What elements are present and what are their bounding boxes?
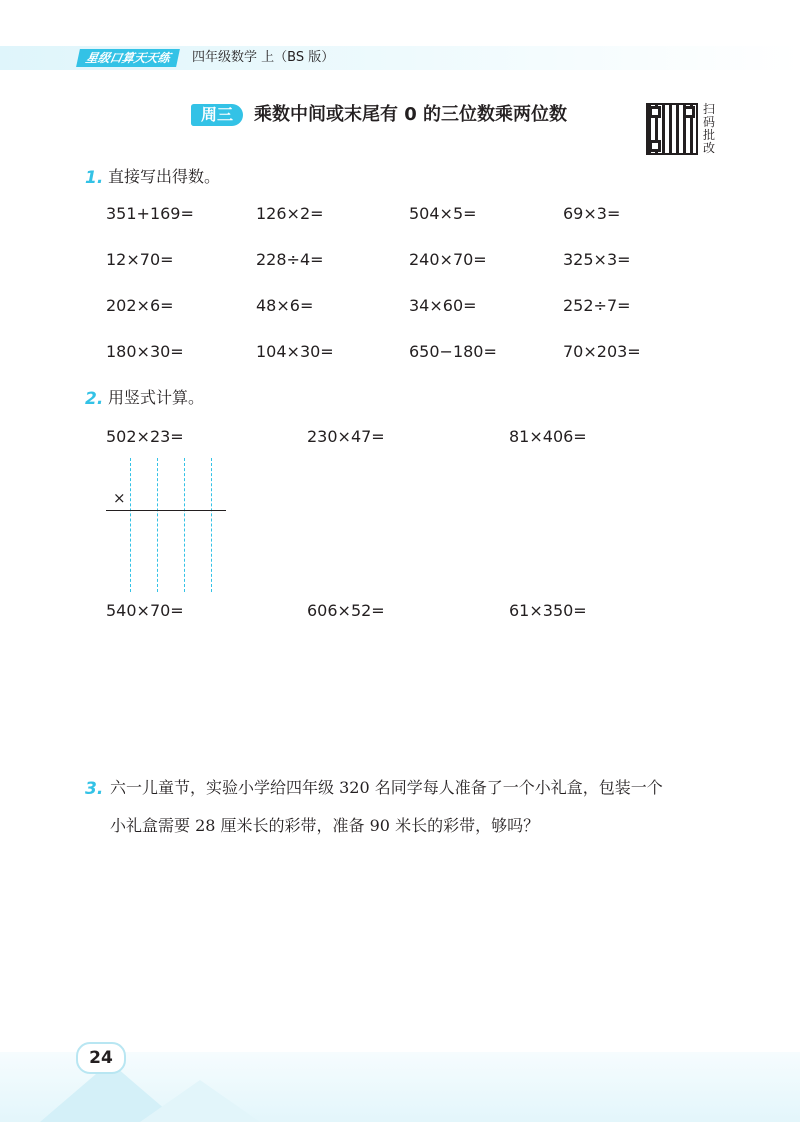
- q1-expr: 70×203=: [563, 342, 641, 361]
- series-tag: 星级口算天天练: [76, 49, 180, 67]
- q1-expr: 240×70=: [409, 250, 487, 269]
- q2-expr: 81×406=: [509, 427, 587, 446]
- q3-line-2: 小礼盒需要 28 厘米长的彩带，准备 90 米长的彩带，够吗？: [110, 816, 540, 835]
- times-sign: ×: [113, 489, 126, 507]
- page-number: 24: [76, 1042, 126, 1074]
- q1-expr: 104×30=: [256, 342, 334, 361]
- day-badge: 周三: [191, 104, 243, 126]
- q1-expr: 504×5=: [409, 204, 477, 223]
- lesson-title: 乘数中间或末尾有 0 的三位数乘两位数: [254, 104, 568, 125]
- q1-expr: 48×6=: [256, 296, 314, 315]
- q1-expr: 650−180=: [409, 342, 497, 361]
- q2-expr: 606×52=: [307, 601, 385, 620]
- q1-expr: 351+169=: [106, 204, 194, 223]
- q2-number: 2.: [85, 389, 104, 409]
- q1-expr: 325×3=: [563, 250, 631, 269]
- scan-label: 扫码批改: [703, 102, 716, 155]
- calc-underline: [106, 510, 226, 511]
- digit-guide-line: [157, 458, 158, 592]
- q1-expr: 228÷4=: [256, 250, 324, 269]
- q2-expr: 502×23=: [106, 427, 184, 446]
- q1-expr: 202×6=: [106, 296, 174, 315]
- q1-expr: 180×30=: [106, 342, 184, 361]
- q1-expr: 69×3=: [563, 204, 621, 223]
- qr-code-icon[interactable]: [646, 103, 698, 155]
- digit-guide-line: [211, 458, 212, 592]
- q1-title: 直接写出得数。: [108, 167, 221, 186]
- q1-expr: 252÷7=: [563, 296, 631, 315]
- q1-expr: 12×70=: [106, 250, 174, 269]
- digit-guide-line: [184, 458, 185, 592]
- q3-line-1: 六一儿童节，实验小学给四年级 320 名同学每人准备了一个小礼盒，包装一个: [110, 778, 663, 797]
- book-title: 四年级数学 上（BS 版）: [192, 50, 335, 65]
- q2-expr: 230×47=: [307, 427, 385, 446]
- digit-guide-line: [130, 458, 131, 592]
- q3-number: 3.: [85, 779, 104, 799]
- q2-expr: 540×70=: [106, 601, 184, 620]
- q2-title: 用竖式计算。: [108, 388, 205, 407]
- q1-number: 1.: [85, 168, 104, 188]
- footer-decoration: [140, 1080, 260, 1122]
- q1-expr: 34×60=: [409, 296, 477, 315]
- q2-expr: 61×350=: [509, 601, 587, 620]
- q1-expr: 126×2=: [256, 204, 324, 223]
